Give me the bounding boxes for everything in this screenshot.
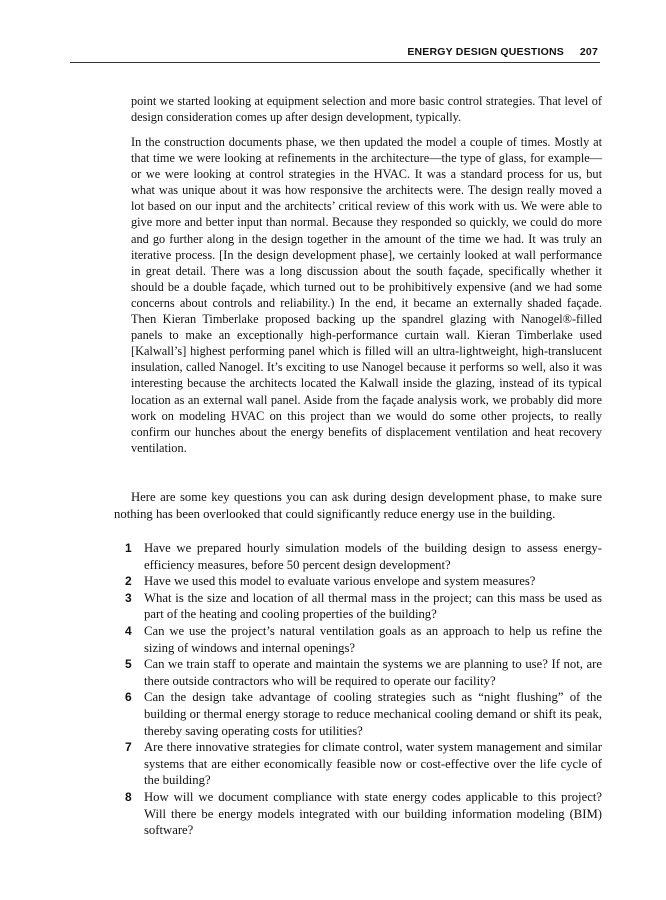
- question-text: Have we prepared hourly simulation models of the building design to assess energy-efficiency measures, before 50 percent design development?: [144, 541, 602, 572]
- quote-paragraph-2: [131, 134, 602, 456]
- question-text: What is the size and location of all thermal mass in the project; can this mass be used as part of the heating and cooling properties of the building?: [144, 590, 602, 622]
- running-header: [70, 44, 600, 63]
- questions-intro: Here are some key questions you can ask during design development phase, to make sure nothing has been overlooked that could significantly reduce energy use in the building.: [114, 490, 602, 521]
- question-item: [114, 590, 602, 623]
- question-text: Have we used this model to evaluate various envelope and system measures?: [144, 574, 536, 589]
- question-number: 4: [125, 623, 132, 638]
- question-text: How will we document compliance with state energy codes applicable to this project? Will there be energy models integrated with our building information modeling (BIM) software?: [144, 789, 602, 838]
- question-text: Can the design take advantage of cooling strategies such as “night flushing” of the building or thermal energy storage to reduce mechanical cooling demand or shift its peak, thereby saving operating costs for utilities?: [144, 690, 602, 738]
- question-item: [114, 689, 602, 739]
- section-title: ENERGY DESIGN QUESTIONS: [407, 46, 564, 58]
- question-item: [114, 739, 602, 789]
- question-item: [114, 656, 602, 689]
- question-number: 5: [125, 657, 132, 672]
- quote-paragraph-1: [131, 93, 602, 125]
- question-item: [114, 573, 602, 590]
- question-item: [114, 540, 602, 573]
- question-number: 7: [125, 740, 132, 755]
- question-item: [114, 789, 602, 839]
- quote-paragraph-2-text: In the construction documents phase, we then updated the model a couple of times. Mostly at that time we were looking at refinements in the architecture—the type of glass, for example—or we were looking at control strategies in the HVAC. It was a standard process for us, but what was unique about it was how responsive the architects were. The design really moved a lot based on our input and the architects’ critical review of this work with us. We were able to give more and better input than normal. Because they responded so quickly, we could do more and go further along in the design together in the amount of the time we had. It was truly an iterative process. [In the design development phase], we certainly looked at wall performance in great detail. There was a long discussion about the south façade, specifically whether it should be a double façade, which turned out to be prohibitively expensive (and we had some concerns about controls and reliability.) In the end, it became an externally shaded façade. Then Kieran Timberlake proposed backing up the spandrel glazing with Nanogel®-filled panels to make an exceptionally high-performance curtain wall. Kieran Timberlake used [Kalwall’s] highest performing panel which is filled will an ultra-lightweight, high-translucent insulation, called Nanogel. It’s exciting to use Nanogel because it performs so well, also it was interesting because the architects located the Kalwall inside the glazing, instead of its typical location as an external wall panel. Aside from the façade analysis work, we probably did more work on modeling HVAC on this project than we would do some other projects, to really confirm our hunches about the energy benefits of displacement ventilation and heat recovery ventilation.: [131, 135, 602, 455]
- question-number: 6: [125, 690, 132, 705]
- question-text: Can we use the project’s natural ventilation goals as an approach to help us refine the sizing of windows and internal openings?: [144, 623, 602, 655]
- question-number: 3: [125, 590, 132, 605]
- questions-list: [114, 540, 602, 839]
- page-number: 207: [579, 46, 598, 58]
- question-number: 8: [125, 789, 132, 804]
- question-text: Are there innovative strategies for climate control, water system management and similar systems that are either economically feasible now or cost-effective over the life cycle of the building?: [144, 740, 602, 788]
- question-text: Can we train staff to operate and maintain the systems we are planning to use? If not, are there outside contractors who will be required to operate our facility?: [144, 657, 602, 688]
- quote-paragraph-1-text: point we started looking at equipment selection and more basic control strategies. That level of design consideration comes up after design development, typically.: [131, 94, 602, 125]
- question-number: 2: [125, 574, 132, 589]
- question-item: [114, 623, 602, 656]
- question-number: 1: [125, 541, 132, 555]
